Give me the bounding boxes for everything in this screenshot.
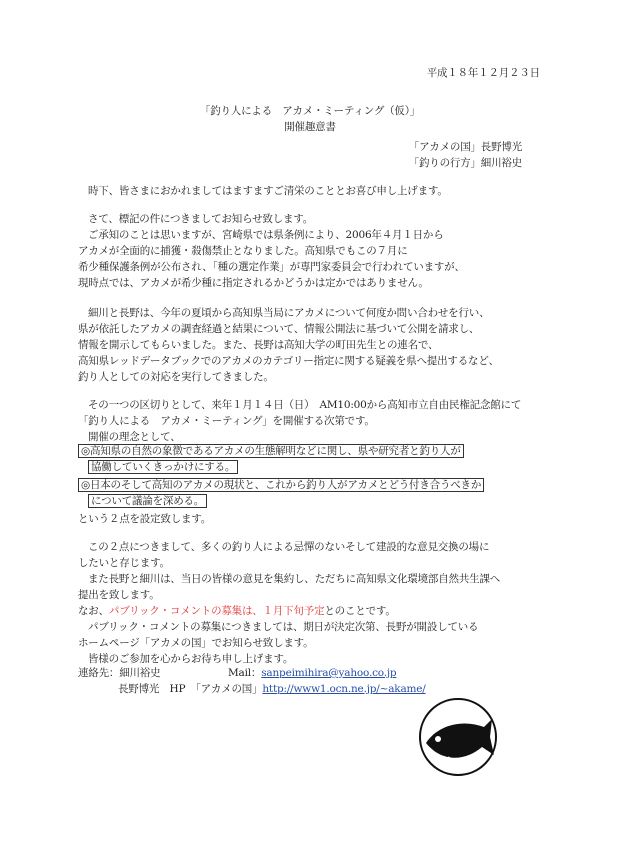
principle-2-box xyxy=(78,478,484,492)
public-comment-notice xyxy=(78,604,396,618)
paragraph-line: 釣り人としての対応を実行してきました。 xyxy=(78,371,274,383)
contact-hp xyxy=(118,682,426,696)
paragraph-line: この２点につきまして、多くの釣り人による忌憚のないそして建設的な意見交換の場に xyxy=(88,541,490,553)
paragraph-line: ご承知のことは思いますが、宮崎県では県条例により、2006年４月１日から xyxy=(88,229,444,241)
paragraph-line: 開催の理念として、 xyxy=(88,431,181,443)
paragraph-line: その一つの区切りとして、来年１月１４日（日） AM10:00から高知市立自由民権記念館にて xyxy=(88,399,522,411)
paragraph-line: 県が依託したアカメの調査経過と結果について、情報公開法に基づいて公開を請求し、 xyxy=(78,323,480,335)
mail-label: Mail： xyxy=(228,667,262,679)
paragraph-line: ホームページ「アカメの国」でお知らせ致します。 xyxy=(78,637,314,649)
principle-1-box xyxy=(78,444,464,458)
mail-link[interactable]: sanpeimihira@yahoo.co.jp xyxy=(261,667,397,679)
paragraph-line: 細川と長野は、今年の夏頃から高知県当局にアカメについて何度か問い合わせを行い、 xyxy=(88,307,490,319)
principle-2-line-2: について議論を深める。 xyxy=(88,494,207,508)
paragraph-line: 情報を開示してもらいました。また、長野は高知大学の町田先生との連名で、 xyxy=(78,339,439,351)
hp-label: 長野博光 HP 「アカメの国」 xyxy=(118,683,263,695)
paragraph-line: という２点を設定致します。 xyxy=(78,513,212,525)
greeting: 時下、皆さまにおかれましてはますますご清栄のこととお喜び申し上げます。 xyxy=(88,185,448,197)
document-title: 「釣り人による アカメ・ミーティング（仮）」 xyxy=(199,105,421,117)
paragraph-line: 皆様のご参加を心からお待ち申し上げます。 xyxy=(88,653,294,665)
akame-fish-seal-icon xyxy=(418,697,498,777)
notice-suffix: とのことです。 xyxy=(324,605,396,617)
paragraph-line: 希少種保護条例が公布され、「種の選定作業」が専門家委員会で行われていますが、 xyxy=(78,261,465,273)
paragraph-line: 高知県レッドデータブックでのアカメのカテゴリー指定に関する疑義を県へ提出するなど、 xyxy=(78,355,499,367)
paragraph-line: さて、標記の件につきましてお知らせ致します。 xyxy=(88,213,314,225)
contact-mail xyxy=(228,666,396,680)
paragraph-line: 現時点では、アカメが希少種に指定されるかどうかは定かではありません。 xyxy=(78,277,429,289)
principle-2-box-cont xyxy=(88,494,207,508)
document-subtitle: 開催趣意書 xyxy=(284,121,336,133)
hp-link[interactable]: http://www1.ocn.ne.jp/~akame/ xyxy=(262,683,426,695)
author-hosokawa: 「釣りの行方」細川裕史 xyxy=(408,157,522,169)
document-date: 平成１８年１２月２３日 xyxy=(426,67,540,79)
principle-1-line-1: ◎高知県の自然の象徴であるアカメの生態解明などに関し、県や研究者と釣り人が xyxy=(78,444,464,458)
principle-1-line-2: 協働していくきっかけにする。 xyxy=(88,460,238,474)
paragraph-line: また長野と細川は、当日の皆様の意見を集約し、ただちに高知県文化環境部自然共生課へ xyxy=(88,573,500,585)
paragraph-line: アカメが全面的に捕獲・殺傷禁止となりました。高知県でもこの７月に xyxy=(78,245,408,257)
paragraph-line: パブリック・コメントの募集につきましては、期日が決定次第、長野が開設している xyxy=(88,621,479,633)
paragraph-line: 「釣り人による アカメ・ミーティング」を開催する次第です。 xyxy=(78,415,375,427)
paragraph-line: 提出を致します。 xyxy=(78,589,160,601)
notice-prefix: なお、 xyxy=(78,605,109,617)
author-nagano: 「アカメの国」長野博光 xyxy=(408,141,522,153)
contact-label: 連絡先：細川裕史 xyxy=(78,667,161,679)
paragraph-line: したいと存じます。 xyxy=(78,557,170,569)
principle-1-box-cont xyxy=(88,460,238,474)
notice-highlight: パブリック・コメントの募集は、１月下旬予定 xyxy=(108,605,325,617)
principle-2-line-1: ◎日本のそして高知のアカメの現状と、これから釣り人がアカメとどう付き合うべきか xyxy=(78,478,484,492)
